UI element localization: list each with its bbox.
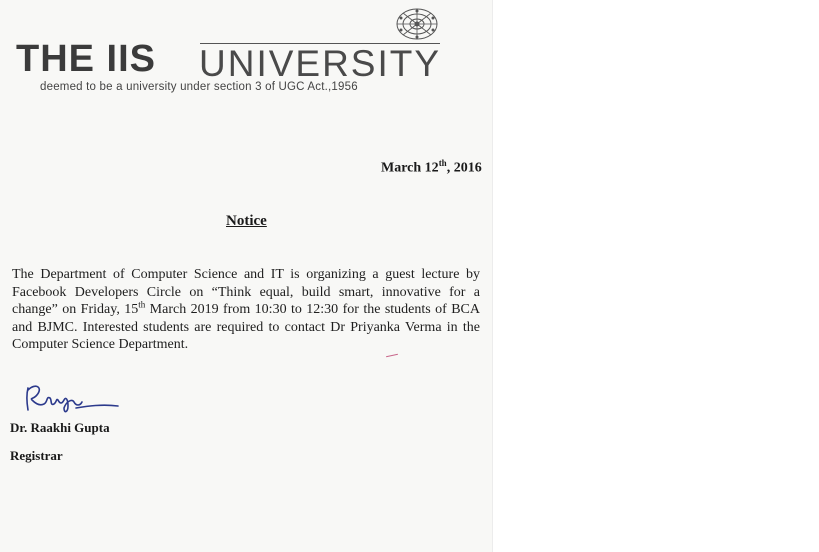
date-prefix: March 12	[381, 160, 439, 176]
university-name-bold: THE IIS	[16, 38, 157, 80]
body-part-1: The Department of Computer Science and IT is organizing a guest lecture by Facebook Developers Circle on “Think equal, build smart, innovative for a change” on Friday, 15	[12, 267, 480, 317]
signatory-designation: Registrar	[10, 448, 63, 463]
handwritten-signature	[22, 378, 122, 418]
page-edge	[492, 0, 493, 552]
body-superscript: th	[138, 299, 146, 310]
university-emblem-icon	[393, 6, 441, 42]
body-part-2: March 2019 from 10:30 to 12:30 for the students of BCA and BJMC. Interested students are required to contact Dr Priyanka Verma in the Computer Science Department.	[12, 302, 481, 352]
notice-date	[381, 158, 482, 177]
university-name-thin: UNIVERSITY	[199, 43, 442, 84]
notice-title: Notice	[226, 213, 267, 229]
letterhead-tagline: deemed to be a university under section 3 of UGC Act.,1956	[40, 81, 358, 93]
date-year: , 2016	[446, 160, 482, 176]
notice-body	[12, 266, 480, 354]
signatory-name: Dr. Raakhi Gupta	[10, 420, 110, 435]
date-suffix: th	[438, 158, 447, 168]
